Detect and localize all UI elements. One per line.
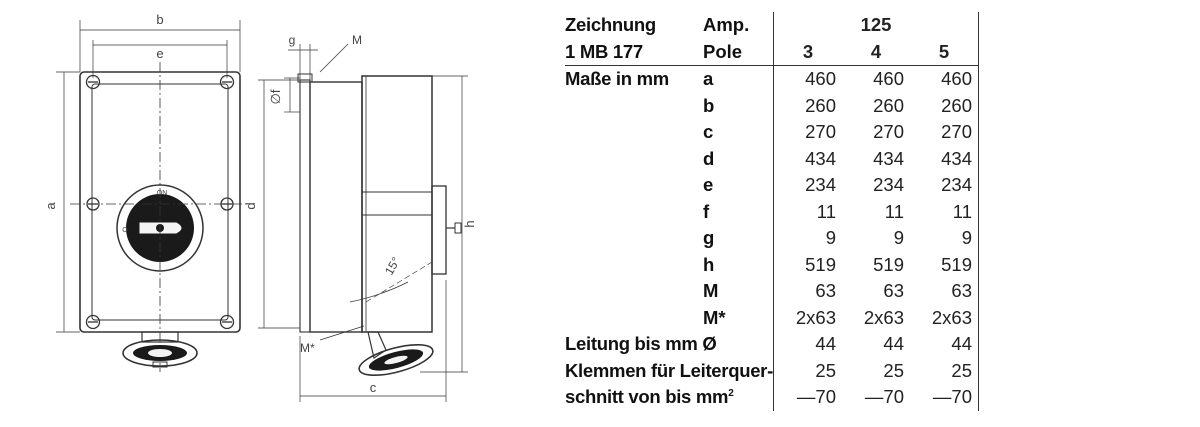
drawing-label: Zeichnung	[565, 14, 656, 35]
cell-value: 519	[910, 252, 979, 279]
table-row	[565, 252, 979, 279]
cell-value: —70	[774, 384, 843, 411]
terminal-label-2	[565, 384, 774, 411]
dim-label-a: a	[43, 202, 58, 210]
terminal-label-sup: 2	[728, 387, 734, 399]
dim-label-e: e	[156, 46, 164, 61]
cell-value: 2x63	[774, 305, 843, 332]
table-row	[565, 172, 979, 199]
dim-label-g: g	[288, 33, 296, 47]
dimensions-table	[565, 12, 979, 411]
row-key: c	[703, 121, 714, 142]
terminal-label: Klemmen für Leiterquer-	[565, 359, 773, 381]
cell-value: 434	[873, 147, 904, 169]
cell-value: 519	[774, 252, 843, 279]
dim-label-f: ∅f	[268, 89, 283, 105]
amp-label: Amp.	[703, 14, 750, 35]
dim-label-b: b	[156, 12, 164, 27]
pole-value: 5	[910, 39, 979, 66]
cell-value: 260	[910, 93, 979, 120]
cell-value: 63	[910, 278, 979, 305]
cell-value: 434	[774, 146, 843, 173]
terminal-label-text: schnitt von bis mm	[565, 386, 729, 407]
cell-value: 460	[774, 66, 843, 93]
pole-value: 3	[774, 39, 843, 66]
row-key: e	[703, 174, 714, 195]
cell-value: 234	[873, 174, 904, 195]
cell-value: 9	[910, 225, 979, 252]
model-label: 1 MB 177	[565, 39, 703, 66]
pole-value: 4	[842, 39, 910, 66]
dim-label-c: c	[369, 380, 377, 395]
amp-value: 125	[774, 12, 979, 39]
cell-value: 11	[774, 199, 843, 226]
front-view	[56, 20, 250, 372]
cell-value: 9	[893, 227, 904, 248]
table-row	[565, 146, 979, 173]
row-key: g	[703, 227, 715, 248]
row-key: d	[703, 147, 715, 169]
table-row	[565, 278, 979, 305]
row-key: b	[703, 94, 715, 116]
cell-value: 519	[873, 253, 904, 275]
cell-value: —70	[910, 384, 979, 411]
switch-off-label: O	[122, 227, 128, 234]
side-view	[258, 44, 468, 402]
table-row	[565, 305, 979, 332]
row-key: h	[703, 253, 715, 275]
table-row	[565, 93, 979, 120]
angled-socket-icon	[356, 332, 436, 381]
dim-label-m: M	[352, 33, 362, 47]
cell-value: 2x63	[863, 306, 904, 328]
cell-value: 260	[774, 93, 843, 120]
row-key: f	[703, 200, 710, 222]
cell-value: 270	[910, 119, 979, 146]
cell-value: 44	[883, 333, 904, 354]
pole-label: Pole	[703, 39, 774, 66]
cell-value: 270	[873, 121, 904, 142]
row-key: M*	[703, 306, 726, 328]
cell-value: 25	[910, 358, 979, 385]
cell-value: 260	[873, 94, 904, 116]
cell-value: 63	[883, 280, 904, 301]
table-header-row	[565, 12, 979, 39]
cell-value: 44	[774, 331, 843, 358]
table-row	[565, 225, 979, 252]
cell-value: —70	[864, 386, 904, 407]
table-row	[565, 384, 979, 411]
cell-value: 234	[774, 172, 843, 199]
cell-value: 11	[910, 199, 979, 226]
cell-value: 25	[883, 359, 904, 381]
cell-value: 25	[774, 358, 843, 385]
dims-label: Maße in mm	[565, 68, 669, 89]
table-pole-row	[565, 39, 979, 66]
cell-value: 234	[910, 172, 979, 199]
dim-label-m-star: M*	[300, 341, 315, 355]
cell-value: 11	[884, 200, 904, 222]
row-key: M	[703, 280, 719, 301]
cell-value: 460	[873, 68, 904, 89]
table-row	[565, 119, 979, 146]
row-key: a	[703, 68, 714, 89]
technical-drawing	[0, 0, 560, 427]
cell-value: 460	[910, 66, 979, 93]
table-row	[565, 66, 979, 93]
dim-label-h: h	[462, 220, 477, 228]
cell-value: 9	[774, 225, 843, 252]
table-row	[565, 199, 979, 226]
cell-value: 63	[774, 278, 843, 305]
cell-value: 434	[910, 146, 979, 173]
switch-on-label: ON	[156, 190, 168, 197]
table-row	[565, 358, 979, 385]
angle-label: 15°	[381, 254, 404, 278]
cell-value: 270	[774, 119, 843, 146]
cable-label: Leitung bis mm Ø	[565, 333, 717, 354]
dim-label-d: d	[243, 202, 258, 210]
table-row	[565, 331, 979, 358]
cell-value: 44	[910, 331, 979, 358]
cell-value: 2x63	[910, 305, 979, 332]
